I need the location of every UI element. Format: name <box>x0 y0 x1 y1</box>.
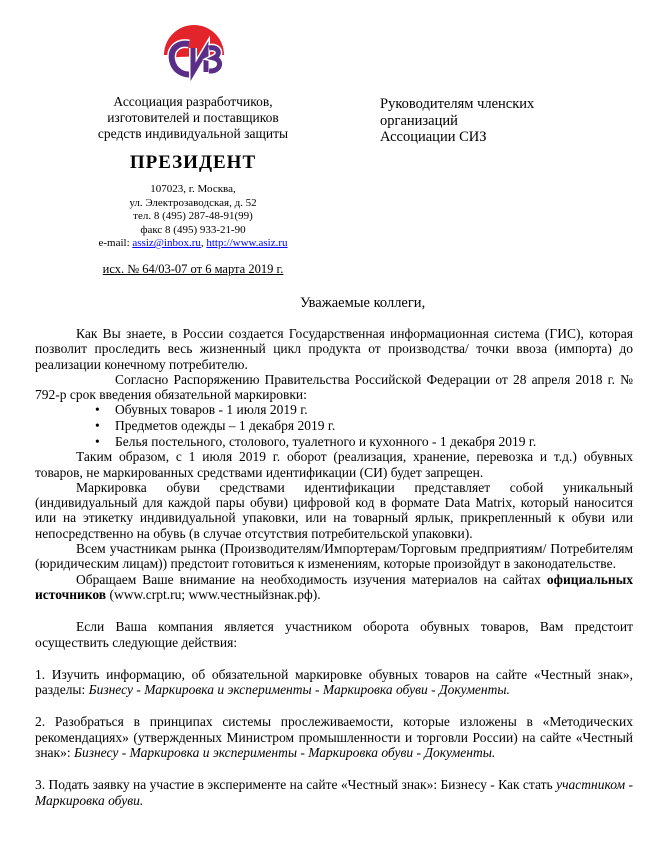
org-line: Ассоциация разработчиков, <box>113 94 273 109</box>
greeting: Уважаемые коллеги, <box>300 295 426 311</box>
paragraph-gis: Как Вы знаете, в России создается Государственная информационная система (ГИС), которая позволит проследить весь жизненный цикл продукта от производства/ точки ввоза (импорта) до реализации конечному потребителю. <box>35 326 633 372</box>
fax-line: факс 8 (495) 933-21-90 <box>140 223 246 236</box>
letter-body <box>35 326 633 808</box>
list-item: • Предметов одежды – 1 декабря 2019 г. <box>115 418 633 434</box>
step-2 <box>35 714 633 760</box>
recipient-line: организаций <box>380 112 458 129</box>
phone-line: тел. 8 (495) 287-48-91(99) <box>133 210 253 222</box>
italic-text: Бизнесу - Маркировка и эксперименты - Маркировка обуви - Документы. <box>73 745 496 761</box>
association-logo <box>158 22 230 88</box>
paragraph-marking: Маркировка обуви средствами идентификации представляет собой уникальный (индивидуальный для каждой пары обуви) цифровой код в формате Data Matrix, который наносится или на этикетку индивидуальной упаковки, или на товарный ярлык, прикрепленный к обуви или непосредственно на обувь (в случае отсутствия потребительской упаковки). <box>35 479 633 541</box>
step-1 <box>35 667 633 698</box>
text-span: 2. Разобраться в принципах системы прослеживаемости, которые изложены в «Методических рекомендациях» (утвержденных Министром промышленности и торговли России) на сайте «Честный знак»: <box>35 714 633 761</box>
email-separator: , <box>200 237 207 249</box>
recipient-line: Руководителям членских <box>380 96 535 112</box>
italic-text: участником - Маркировка обуви. <box>35 777 633 808</box>
website-link[interactable]: http://www.asiz.ru <box>206 237 288 249</box>
address-line: 107023, г. Москва, <box>150 183 236 195</box>
paragraph-participants: Всем участникам рынка (Производителям/Импортерам/Торговым предприятиям/ Потребителям (юридическим лицам)) предстоит готовиться к изменениям, которые произойдут в законодательстве. <box>35 541 633 572</box>
text-span: Обращаем Ваше внимание на необходимость изучения материалов на сайтах <box>76 571 547 587</box>
bold-text: официальных источников <box>35 571 633 602</box>
recipient-block <box>380 96 534 146</box>
email-label: e-mail: <box>98 237 133 249</box>
text-span: 3. Подать заявку на участие в эксперименте на сайте «Честный знак»: Бизнесу - Как стать <box>35 777 557 793</box>
paragraph-actions-intro: Если Ваша компания является участником оборота обувных товаров, Вам предстоит осуществить следующие действия: <box>35 619 633 650</box>
list-item: • Белья постельного, столового, туалетного и кухонного - 1 декабря 2019 г. <box>115 434 633 450</box>
list-item: • Обувных товаров - 1 июля 2019 г. <box>115 402 633 418</box>
paragraph-sources <box>35 572 633 603</box>
deadline-list <box>35 402 633 449</box>
email-link[interactable]: assiz@inbox.ru <box>132 237 201 249</box>
italic-text: Бизнесу - Маркировка и эксперименты - Маркировка обуви - Документы. <box>88 682 510 698</box>
paragraph-ban: Таким образом, с 1 июля 2019 г. оборот (реализация, хранение, перевозка и т.д.) обувных товаров, не маркированных средствами идентификации (СИ) будет запрещен. <box>35 449 633 480</box>
step-3 <box>35 777 633 808</box>
contact-block <box>62 183 324 251</box>
paragraph-decree: Согласно Распоряжению Правительства Российской Федерации от 28 апреля 2018 г. № 792-р срок введения обязательной маркировки: <box>35 371 633 403</box>
president-title: ПРЕЗИДЕНТ <box>129 152 257 173</box>
organization-name <box>62 94 324 142</box>
org-line: изготовителей и поставщиков <box>107 110 279 125</box>
address-line: ул. Электрозаводская, д. 52 <box>129 196 257 209</box>
recipient-line: Ассоциации СИЗ <box>380 129 487 145</box>
text-span: 1. Изучить информацию, об обязательной маркировке обувных товаров на сайте «Честный знак», разделы: <box>35 666 633 698</box>
email-line <box>62 237 324 251</box>
text-span: (www.crpt.ru; www.честныйзнак.рф). <box>106 586 321 602</box>
outgoing-reference: исх. № 64/03-07 от 6 марта 2019 г. <box>102 262 284 276</box>
org-line: средств индивидуальной защиты <box>97 126 289 141</box>
